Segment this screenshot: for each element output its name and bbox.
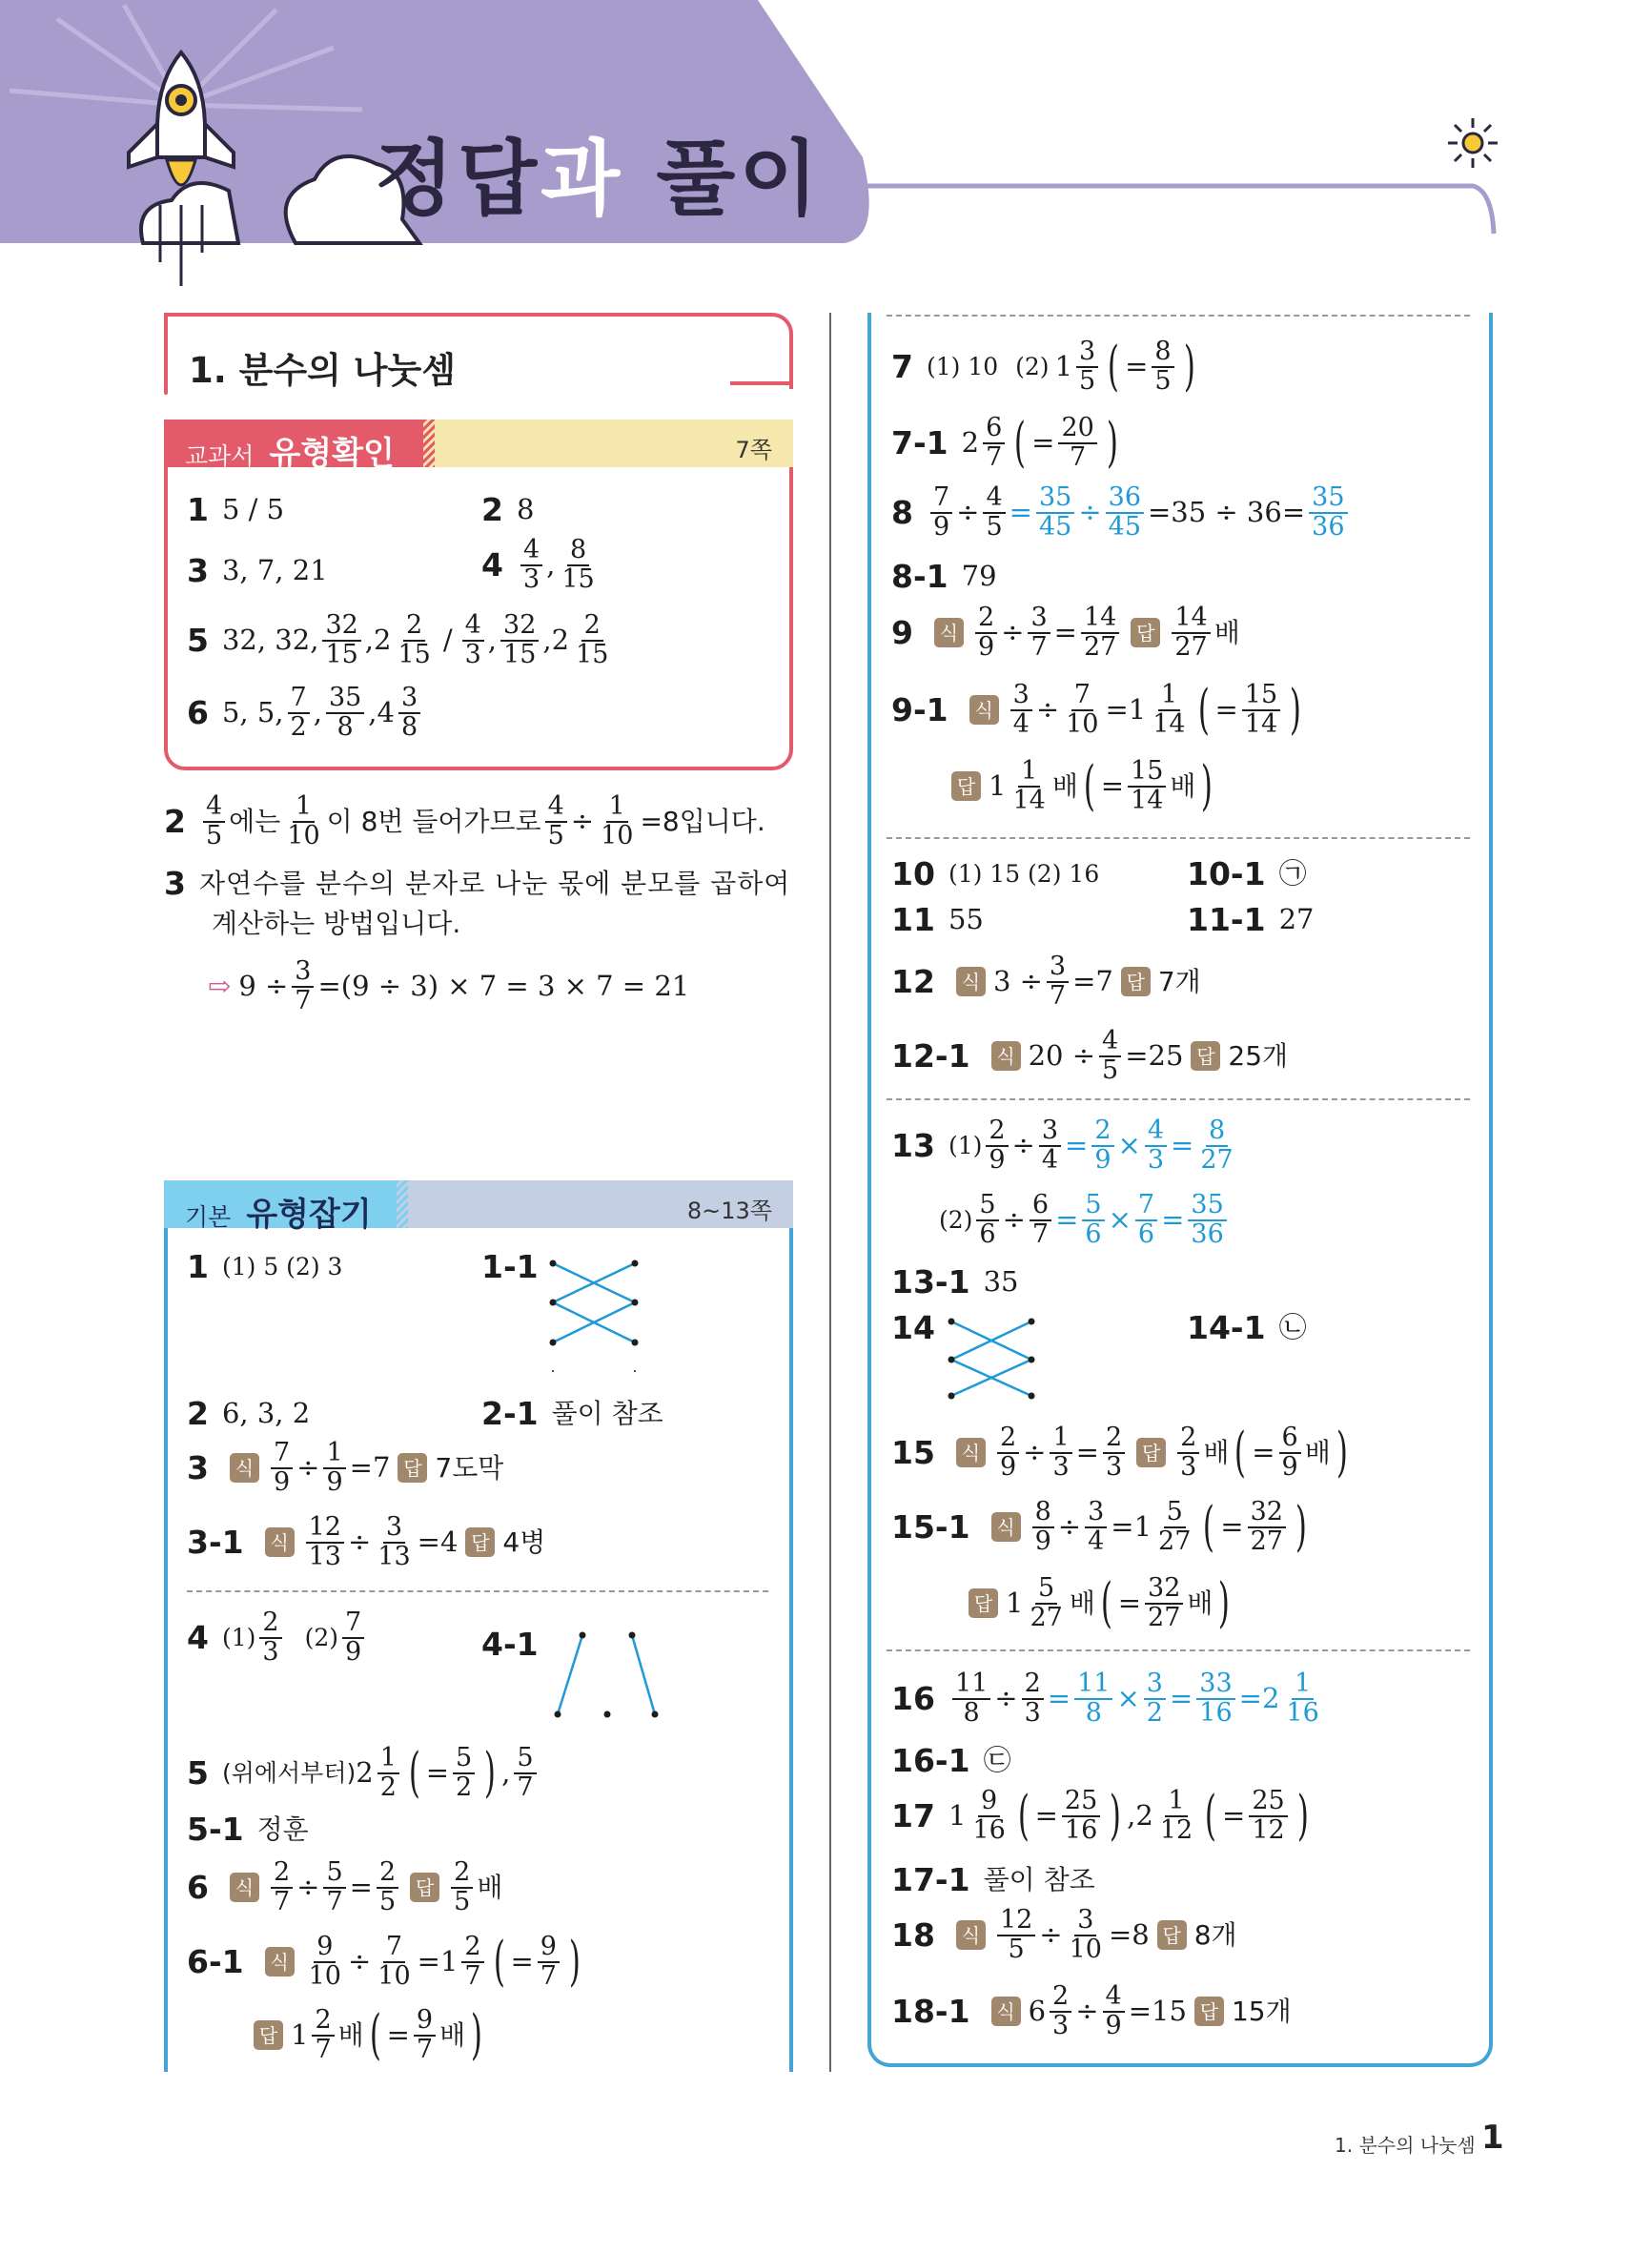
- dap-badge: 답: [1157, 1920, 1187, 1950]
- column-divider: [829, 313, 831, 2072]
- sik-badge: 식: [991, 1997, 1021, 2026]
- answer-item: 15 식 $\frac{2}{9}$ ÷ $\frac{1}{3}$ = $\frac{2}{3}$ 답 2 3 배 ( = $\frac{6}{9}$ 배 ): [891, 1421, 1348, 1484]
- answer-line: 답 1 5 27 배 ( = $\frac{32}{27}$ 배 ): [961, 1575, 1235, 1631]
- dap-badge: 답: [1194, 1997, 1224, 2026]
- divider: [887, 315, 1470, 317]
- answer-item: 5 (위에서부터) 2 1 2 ( = $\frac{5}{2}$ ) , 5 7: [187, 1745, 540, 1801]
- dap-badge: 답: [1131, 618, 1160, 647]
- sik-badge: 식: [956, 1438, 986, 1467]
- answer-item: 12-1 식 20 ÷ $\frac{4}{5}$ =25 답 25개: [891, 1026, 1289, 1085]
- divider: [887, 1098, 1470, 1100]
- dap-badge: 답: [254, 2020, 283, 2050]
- chapter-title: 1. 분수의 나눗셈: [189, 350, 457, 391]
- answer-item: 2 8: [481, 491, 535, 528]
- answer-item: 6 식 $\frac{2}{7}$ ÷ $\frac{5}{7}$ = $\frac{2}{5}$ 답 2 5 배: [187, 1857, 503, 1916]
- answer-item: 4-1: [481, 1626, 539, 1663]
- page-range: 7쪽: [735, 437, 772, 463]
- sik-badge: 식: [956, 1920, 986, 1950]
- sik-badge: 식: [230, 1873, 259, 1902]
- sik-badge: 식: [934, 618, 964, 647]
- dap-badge: 답: [465, 1527, 495, 1557]
- header-banner: [0, 0, 1652, 315]
- answer-item: 8-1 79: [891, 558, 997, 595]
- sun-icon: [1448, 118, 1498, 168]
- page-title: 정답과 풀이: [375, 132, 823, 227]
- matching-lines-1-1: [543, 1249, 648, 1373]
- divider: [887, 837, 1470, 839]
- answer-item: 17-1 풀이 참조: [891, 1861, 1095, 1898]
- answer-item: 2-1 풀이 참조: [481, 1395, 663, 1432]
- answer-item: 5 32, 32, 32 15 , 2 2 15 / 4 3 , 32 15 , 2 2 15: [187, 610, 609, 669]
- answer-item: 11 55: [891, 901, 984, 938]
- answer-item: 12 식 3 ÷ $\frac{3}{7}$ =7 답 7개: [891, 952, 1201, 1011]
- answer-item: 9-1 식 $\frac{3}{4}$ ÷ $\frac{7}{10}$ =1 1 14 ( = $\frac{15}{14}$ ): [891, 678, 1302, 741]
- footer-chapter: 1. 분수의 나눗셈: [1335, 2134, 1476, 2157]
- answer-item: 3-1 식 $\frac{12}{13}$ ÷ $\frac{3}{13}$ =4 답 4병: [187, 1512, 546, 1571]
- chapter-frame-left: [164, 313, 168, 395]
- answer-item: 4 4 3 , 8 15: [481, 535, 595, 594]
- sik-badge: 식: [969, 695, 999, 725]
- answer-item: 14: [891, 1309, 935, 1346]
- explanation-line: 계산하는 방법입니다.: [212, 908, 461, 939]
- arrow-icon: ⇨: [208, 970, 232, 1003]
- textbook-section-tab: 교과서 유형확인 7쪽: [164, 420, 793, 467]
- answer-item: 7-1 2 6 7 ( = $\frac{20}{7}$ ): [891, 411, 1118, 474]
- answer-item: 14-1 ㉡: [1187, 1309, 1307, 1346]
- answer-item: 1 (1) 5 (2) 3: [187, 1248, 343, 1285]
- answer-item: 8 $\frac{7}{9}$ ÷ $\frac{4}{5}$ = $\frac{35}{45}$ ÷ $\frac{36}{45}$ =35 ÷ 36= $\frac{35}{36}$: [891, 484, 1352, 541]
- answer-line: (2) $\frac{5}{6}$ ÷ $\frac{6}{7}$ = $\frac{5}{6}$ × $\frac{7}{6}$ = $\frac{35}{36}$: [939, 1192, 1231, 1248]
- sik-badge: 식: [265, 1947, 295, 1976]
- answer-item: 17 1 9 16 ( = $\frac{25}{16}$ ) , 2 1 12 ( = $\frac{25}{12}$ ): [891, 1784, 1309, 1847]
- answer-item: 11-1 27: [1187, 901, 1315, 938]
- answer-item: 4 (1) 2 3 (2) 7 9: [187, 1609, 368, 1666]
- answer-item: 9 식 $\frac{2}{9}$ ÷ $\frac{3}{7}$ = $\frac{14}{27}$ 답 14 27 배: [891, 603, 1240, 662]
- explanation-formula: ⇨ 9 ÷ $\frac{3}{7}$ =(9 ÷ 3) × 7 = 3 × 7 = 21: [208, 956, 690, 1015]
- divider: [887, 1649, 1470, 1651]
- sik-badge: 식: [991, 1041, 1021, 1071]
- page-range: 8~13쪽: [686, 1198, 772, 1224]
- answer-item: 6-1 식 $\frac{9}{10}$ ÷ $\frac{7}{10}$ = 1 2 7 ( = $\frac{9}{7}$ ): [187, 1930, 581, 1993]
- answer-item: 3 3, 7, 21: [187, 552, 328, 589]
- sik-badge: 식: [991, 1512, 1021, 1542]
- answer-item: 18 식 $\frac{12}{5}$ ÷ $\frac{3}{10}$ =8 답 8개: [891, 1905, 1237, 1964]
- dap-badge: 답: [398, 1453, 427, 1483]
- chapter-frame-foot: [730, 381, 793, 385]
- dap-badge: 답: [951, 771, 981, 801]
- sik-badge: 식: [956, 967, 986, 996]
- answer-item: 5-1 정훈: [187, 1811, 309, 1848]
- basic-section-tab: 기본 유형잡기 8~13쪽: [164, 1180, 793, 1228]
- explanation-item: 2 4 5 에는 1 10 이 8번 들어가므로 $\frac{4}{5}$ ÷ $\frac{1}{10}$ =8입니다.: [164, 791, 765, 850]
- answer-item: 16 $\frac{11}{8}$ ÷ $\frac{2}{3}$ = $\frac{11}{8}$ × $\frac{3}{2}$ = $\frac{33}{16}$ =2 1 16: [891, 1669, 1319, 1728]
- divider: [187, 1590, 768, 1592]
- dap-badge: 답: [1191, 1041, 1220, 1071]
- answer-item: 1-1: [481, 1248, 539, 1285]
- answer-item: 18-1 식 6 $\frac{2}{3}$ ÷ $\frac{4}{9}$ =15 답 15개: [891, 1981, 1292, 2040]
- dap-badge: 답: [1121, 967, 1151, 996]
- explanation-item: 3 자연수를 분수의 분자로 나눈 몫에 분모를 곱하여: [164, 865, 791, 902]
- dot-connect-4-1: [548, 1621, 663, 1728]
- matching-lines-14: [944, 1314, 1039, 1405]
- page-number: 1: [1481, 2119, 1504, 2157]
- sik-badge: 식: [230, 1453, 259, 1483]
- answer-item: 10-1 ㉠: [1187, 855, 1307, 892]
- answer-item: 13 (1) $\frac{2}{9}$ ÷ $\frac{3}{4}$ = $\frac{2}{9}$ × $\frac{4}{3}$ = $\frac{8}{27}$: [891, 1116, 1234, 1175]
- answer-item: 13-1 35: [891, 1263, 1019, 1301]
- sik-badge: 식: [265, 1527, 295, 1557]
- answer-item: 2 6, 3, 2: [187, 1395, 311, 1432]
- answer-line: 답 1 2 7 배 ( = $\frac{9}{7}$ 배 ): [246, 2007, 488, 2063]
- answer-item: 16-1 ㉢: [891, 1742, 1011, 1779]
- answer-item: 3 식 $\frac{7}{9}$ ÷ $\frac{1}{9}$ =7 답 7도막: [187, 1438, 504, 1497]
- answer-line: 답 1 1 14 배 ( = $\frac{15}{14}$ 배 ): [944, 758, 1218, 814]
- dap-badge: 답: [1136, 1438, 1166, 1467]
- answer-item: 1 5 / 5: [187, 491, 285, 528]
- dap-badge: 답: [410, 1873, 439, 1902]
- answer-item: 15-1 식 $\frac{8}{9}$ ÷ $\frac{3}{4}$ =1 5 27 ( = $\frac{32}{27}$ ): [891, 1495, 1307, 1558]
- answer-item: 6 5, 5, 7 2 , 35 8 , 4 3 8: [187, 685, 424, 741]
- dap-badge: 답: [969, 1588, 998, 1618]
- answer-item: 10 (1) 15 (2) 16: [891, 855, 1100, 892]
- answer-item: 7 (1) 10 (2) 1 3 5 ( = $\frac{8}{5}$ ): [891, 335, 1195, 398]
